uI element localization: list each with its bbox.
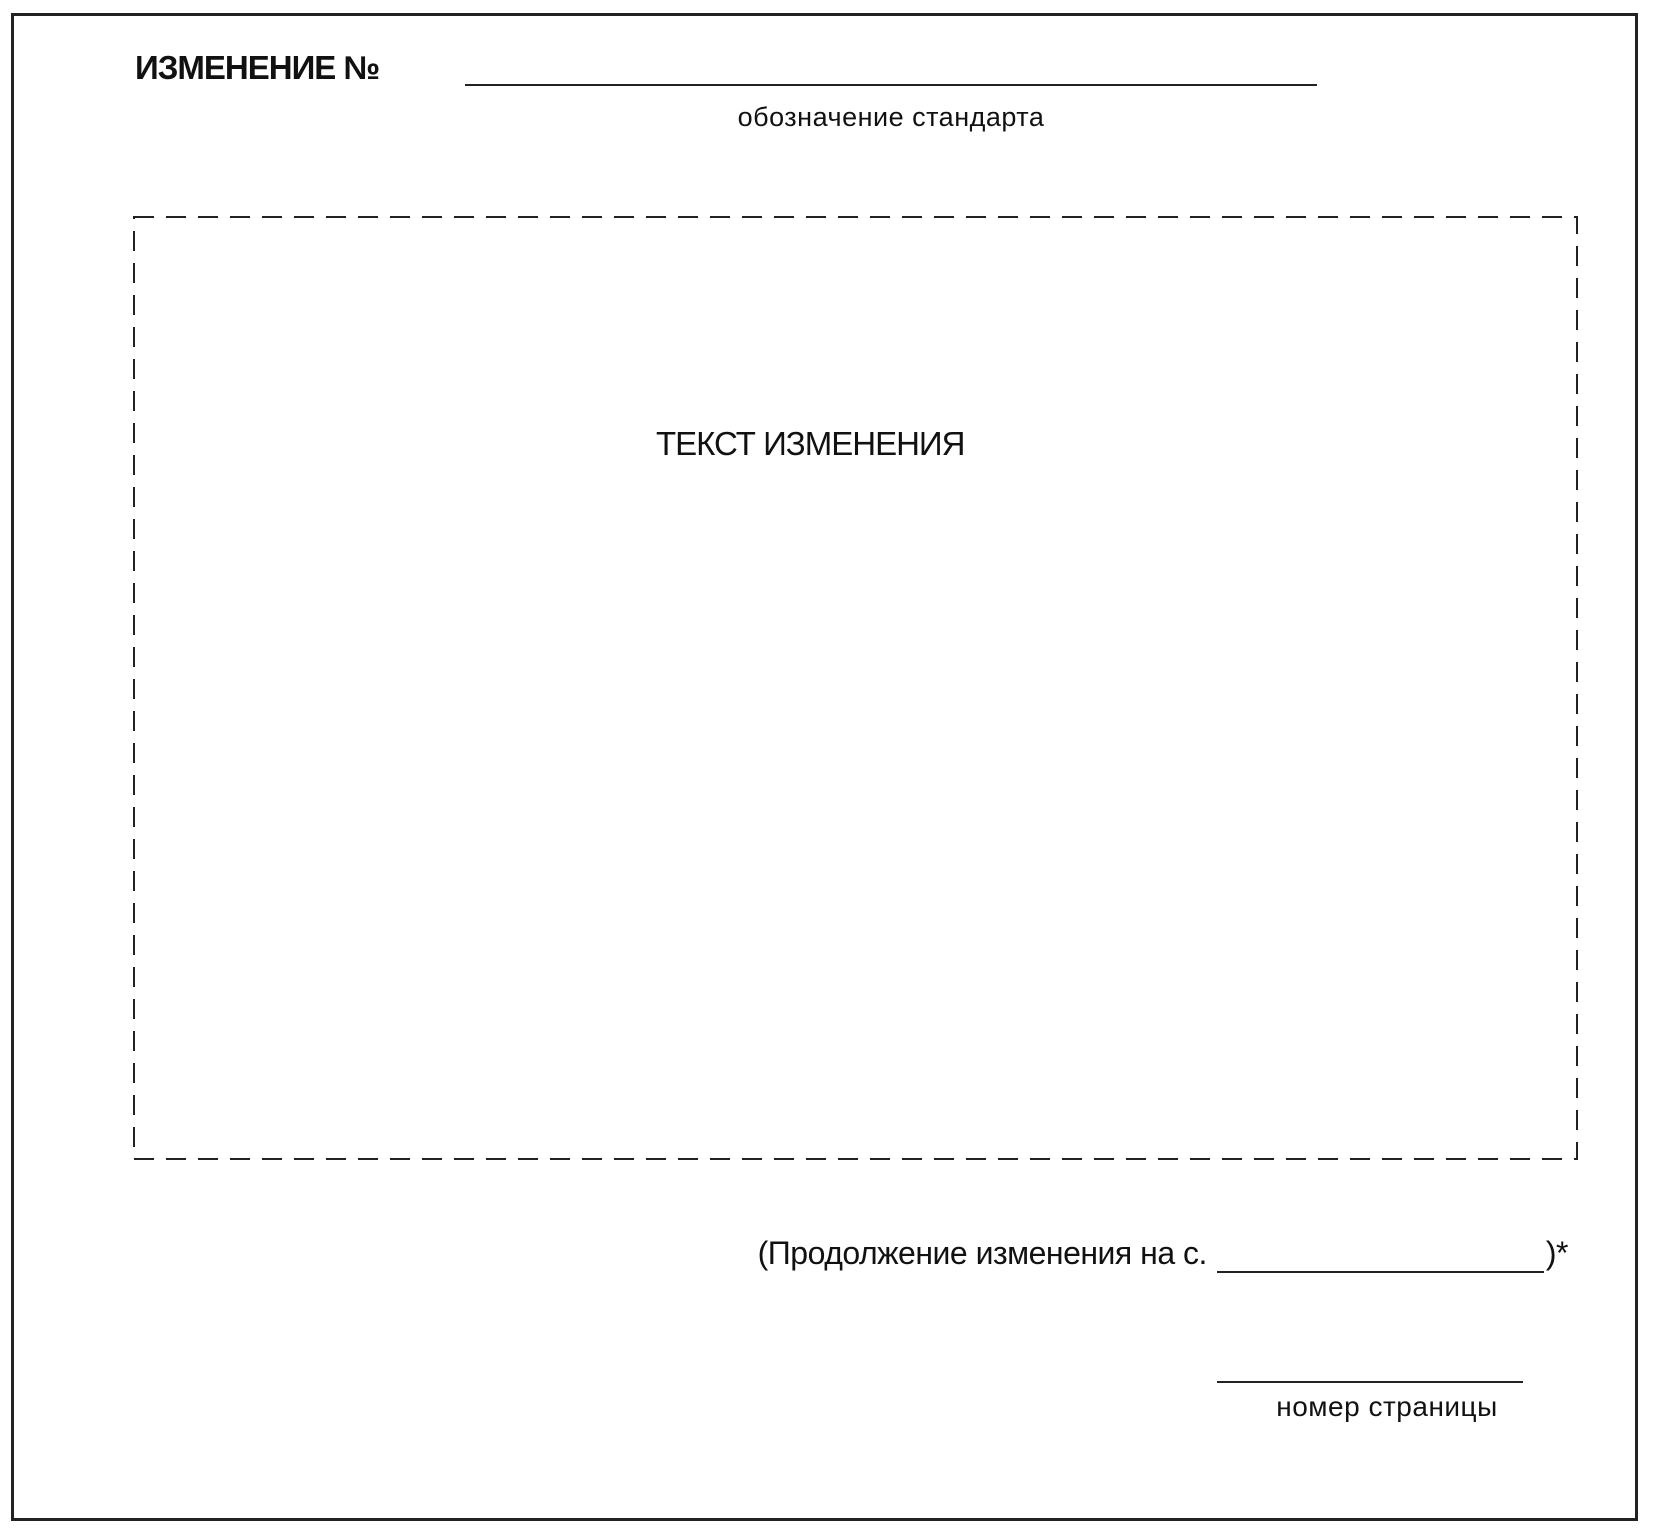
continuation-text: (Продолжение изменения на с. <box>757 1235 1207 1271</box>
continuation-suffix: )* <box>1545 1235 1568 1271</box>
dashed-border <box>133 216 1578 1160</box>
continuation-note <box>758 1233 1568 1273</box>
continuation-page-blank <box>1217 1235 1544 1273</box>
standard-designation-caption: обозначение стандарта <box>737 102 1045 132</box>
standard-designation-line <box>465 84 1317 86</box>
change-text-area <box>133 216 1578 1160</box>
change-text-label: ТЕКСТ ИЗМЕНЕНИЯ <box>656 425 965 462</box>
change-number-heading: ИЗМЕНЕНИЕ № <box>135 49 380 86</box>
page-number-caption: номер страницы <box>1276 1391 1498 1422</box>
page-number-line <box>1217 1381 1523 1383</box>
